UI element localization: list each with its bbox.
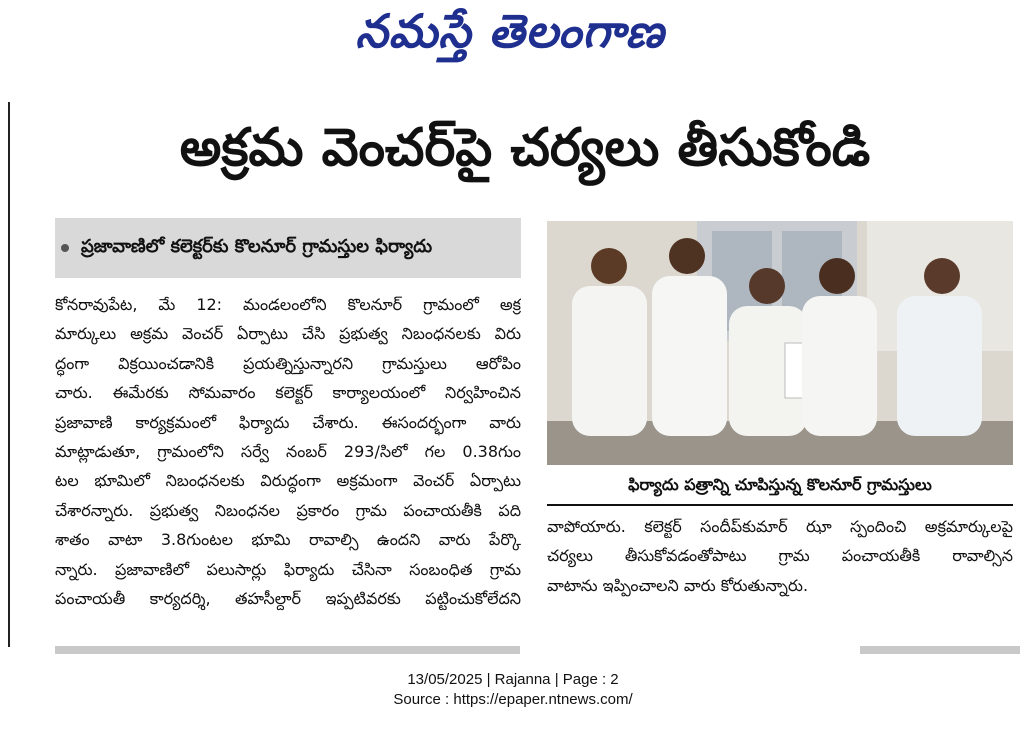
- body-line: మార్కులు అక్రమ వెంచర్ ఏర్పాటు చేసి ప్రభుత్వ నిబంధనలకు విరు: [55, 324, 521, 344]
- headline-text: అక్రమ వెంచర్‌పై చర్యలు తీసుకోండి: [179, 117, 871, 178]
- body-line: చారు. ఈమేరకు సోమవారం కలెక్టర్ కార్యాలయంలో నిర్వహించిన: [55, 383, 521, 403]
- photo-caption: [547, 468, 1013, 506]
- body-line: ద్ధంగా విక్రయించడానికి ప్రయత్నిస్తున్నారని గ్రామస్తులు ఆరోపిం: [55, 353, 521, 373]
- body-line: వాటాను ఇప్పించాలని వారు కోరుతున్నారు.: [547, 575, 809, 595]
- bullet-icon: [61, 244, 69, 252]
- footer-source: Source : https://epaper.ntnews.com/: [393, 691, 633, 708]
- body-line: శాతం వాటా 3.8గుంటల భూమి రావాల్సి ఉందని వారు పేర్కొ: [55, 530, 521, 550]
- subhead-text: ప్రజావాణిలో కలెక్టర్‌కు కొలనూర్ గ్రామస్తుల ఫిర్యాదు: [81, 235, 433, 257]
- masthead: [300, 6, 720, 68]
- footer-date-edition: 13/05/2025 | Rajanna | Page : 2: [407, 671, 619, 688]
- column-rule: [8, 102, 10, 647]
- body-line: న్నారు. ప్రజావాణిలో పలుసార్లు ఫిర్యాదు చేసినా సంబంధిత గ్రామ: [55, 559, 521, 579]
- body-line: చర్యలు తీసుకోవడంతోపాటు గ్రామ పంచాయతీకి రావాల్సిన: [547, 546, 1013, 566]
- subhead-box: [55, 218, 521, 278]
- article-body-right: [547, 512, 1013, 600]
- body-line: ప్రజావాణి కార్యక్రమంలో ఫిర్యాదు చేశారు. ఈసందర్భంగా వారు: [55, 412, 521, 432]
- body-line: చేశారన్నారు. ప్రభుత్వ నిబంధనల ప్రకారం గ్రామ పంచాయతీకి పది: [55, 500, 521, 520]
- article-body-left: [55, 290, 521, 613]
- headline: [40, 104, 1010, 204]
- article-photo: [547, 221, 1013, 465]
- body-line: కోనరావుపేట, మే 12: మండలంలోని కొలనూర్ గ్రామంలో అక్ర: [55, 295, 521, 314]
- next-article-strip: [55, 646, 520, 654]
- page-footer: [0, 670, 1026, 710]
- photo-illustration: [547, 221, 1013, 465]
- photo-caption-text: ఫిర్యాదు పత్రాన్ని చూపిస్తున్న కొలనూర్ గ్రామస్తులు: [628, 474, 932, 494]
- body-line: మాట్లాడుతూ, గ్రామంలోని సర్వే నంబర్ 293/సిలో గల 0.38గుం: [55, 441, 521, 461]
- next-article-strip: [860, 646, 1020, 654]
- masthead-title: నమస్తే తెలంగాణ: [355, 4, 665, 58]
- body-line: వాపోయారు. కలెక్టర్ సందీప్‌కుమార్ ఝా స్పందించి అక్రమార్కులపై: [547, 517, 1013, 536]
- body-line: పంచాయతీ కార్యదర్శి, తహసీల్దార్ ఇప్పటివరకు పట్టించుకోలేదని: [55, 588, 521, 608]
- body-line: టల భూమిలో నిబంధనలకు విరుద్ధంగా అక్రమంగా వెంచర్ ఏర్పాటు: [55, 471, 521, 491]
